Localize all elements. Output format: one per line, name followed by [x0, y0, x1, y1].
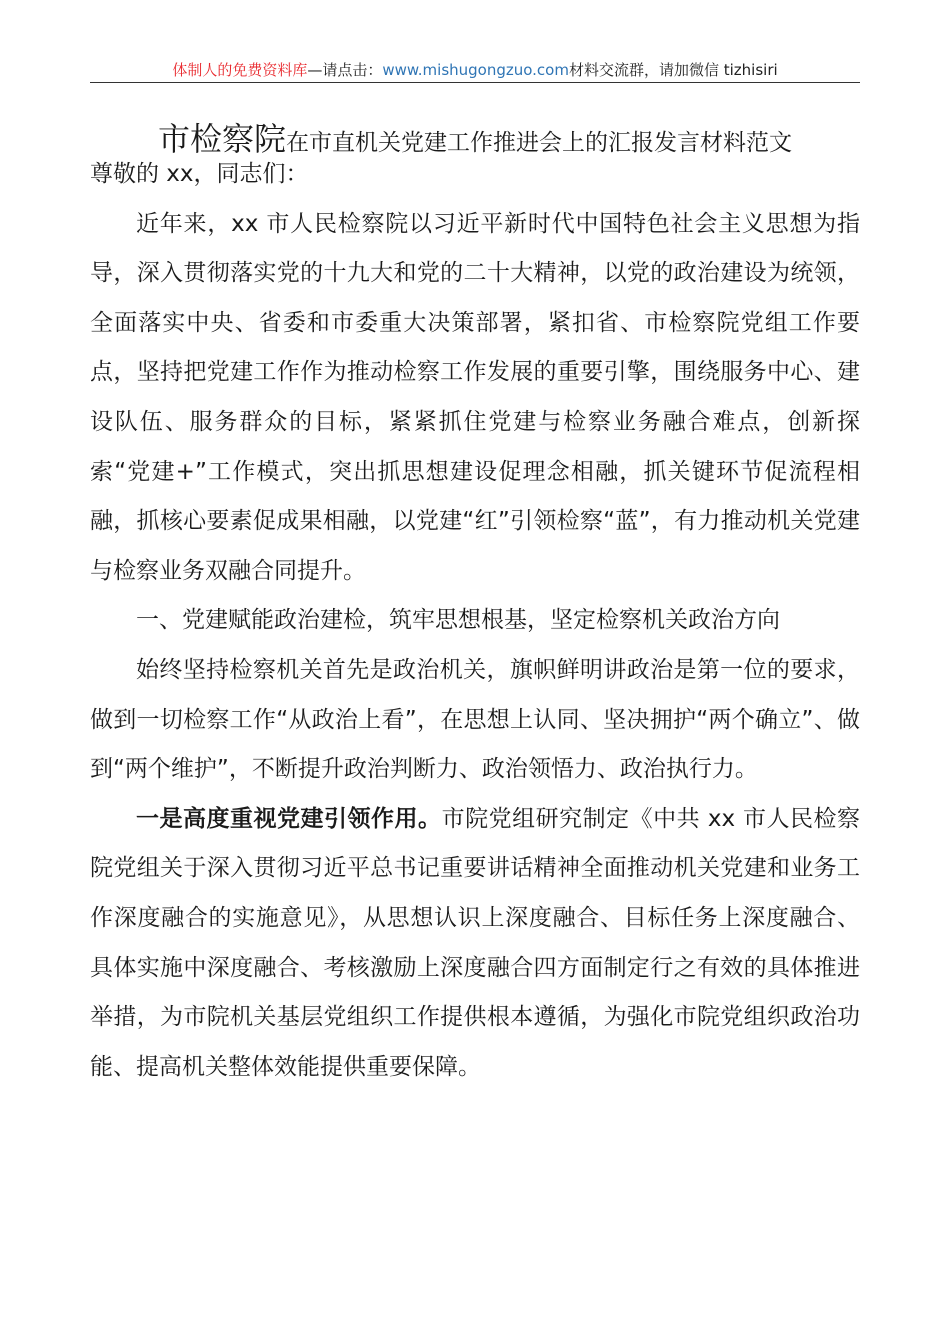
header-url-link[interactable]: www.mishugongzuo.com	[382, 61, 569, 79]
page-header	[90, 58, 860, 83]
title-main: 市检察院	[157, 120, 286, 158]
title-rest: 在市直机关党建工作推进会上的汇报发言材料范文	[286, 130, 792, 156]
section-paragraph: 始终坚持检察机关首先是政治机关，旗帜鲜明讲政治是第一位的要求，做到一切检察工作“从政治上看”，在思想上认同、坚决拥护“两个确立”、做到“两个维护”，不断提升政治判断力、政治领悟力、政治执行力。	[90, 656, 860, 783]
header-prompt: —请点击：	[307, 61, 383, 79]
point-paragraph	[90, 795, 860, 1093]
document-body	[90, 150, 860, 1092]
intro-paragraph: 近年来，xx 市人民检察院以习近平新时代中国特色社会主义思想为指导，深入贯彻落实党的十九大和党的二十大精神，以党的政治建设为统领，全面落实中央、省委和市委重大决策部署，紧扣省、市检察院党组工作要点，坚持把党建工作作为推动检察工作发展的重要引擎，围绕服务中心、建设队伍、服务群众的目标，紧紧抓住党建与检察业务融合难点，创新探索“党建+”工作模式，突出抓思想建设促理念相融，抓关键环节促流程相融，抓核心要素促成果相融，以党建“红”引领检察“蓝”，有力推动机关党建与检察业务双融合同提升。	[90, 210, 860, 584]
point-lead: 一是高度重视党建引领作用。	[136, 805, 442, 832]
header-site-name: 体制人的免费资料库	[172, 61, 308, 79]
header-suffix: 材料交流群，请加微信 tizhisiri	[568, 61, 778, 79]
section-heading: 一、党建赋能政治建检，筑牢思想根基，坚定检察机关政治方向	[136, 607, 780, 634]
salutation: 尊敬的 xx，同志们：	[90, 161, 309, 187]
point-body: 市院党组研究制定《中共 xx 市人民检察院党组关于深入贯彻习近平总书记重要讲话精神全面推动机关党建和业务工作深度融合的实施意见》，从思想认识上深度融合、目标任务上深度融合、具体实施中深度融合、考核激励上深度融合四方面制定行之有效的具体推进举措，为市院机关基层党组织工作提供根本遵循，为强化市院党组织政治功能、提高机关整体效能提供重要保障。	[90, 805, 860, 1080]
